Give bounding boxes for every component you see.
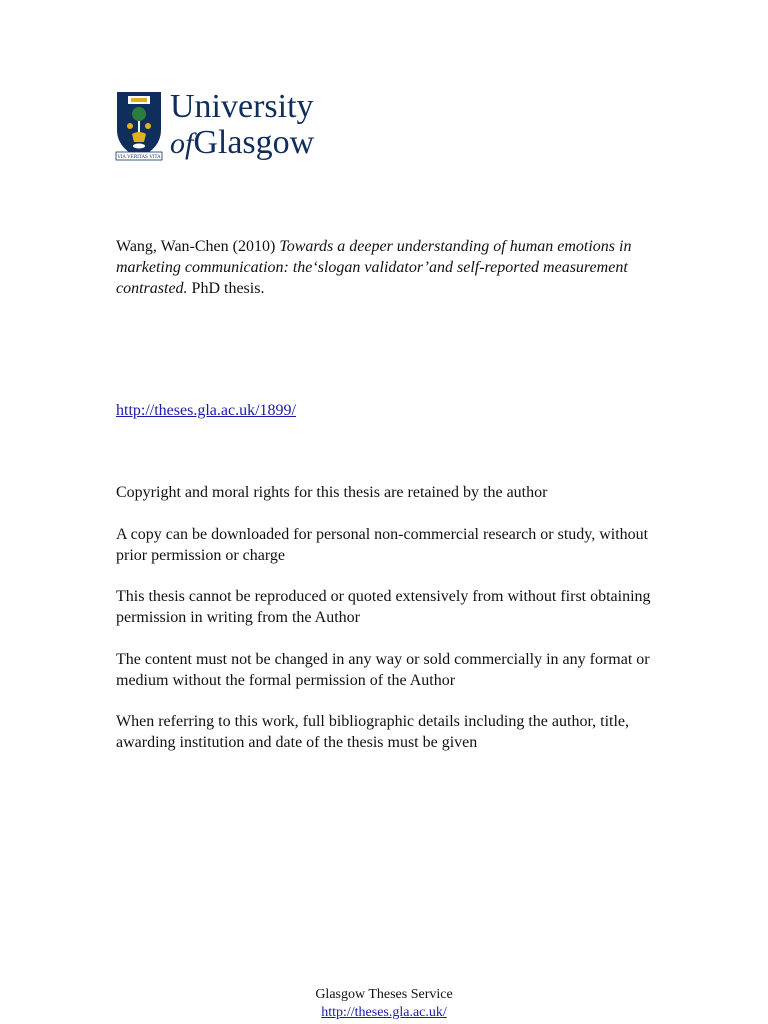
footer [0, 986, 768, 1022]
citation-degree: PhD thesis. [187, 280, 265, 297]
footer-service-name: Glasgow Theses Service [315, 987, 453, 1002]
logo-glasgow: Glasgow [193, 124, 315, 161]
footer-url-link[interactable]: http://theses.gla.ac.uk/ [321, 1005, 447, 1020]
university-logo [114, 90, 344, 166]
thesis-url-link[interactable]: http://theses.gla.ac.uk/1899/ [116, 402, 296, 419]
crest-motto: VIA VERITAS VITA [117, 155, 161, 160]
logo-of: of [170, 127, 194, 160]
download-notice: A copy can be downloaded for personal non-commercial research or study, without prior permission or charge [116, 526, 649, 564]
citation-requirement-notice: When referring to this work, full bibliographic details including the author, title, awarding institution and date of the thesis must be given [116, 713, 630, 751]
logo-line-university: University [170, 88, 314, 125]
reproduction-notice: This thesis cannot be reproduced or quoted extensively from without first obtaining permission in writing from the Author [116, 588, 651, 626]
logo-line-glasgow [170, 124, 314, 163]
thesis-citation [116, 236, 656, 299]
citation-title: Towards a deeper understanding of human emotions in marketing communication: the‘slogan validator’and self-reported measurement contrasted. [116, 238, 632, 297]
copyright-notice: Copyright and moral rights for this thesis are retained by the author [116, 484, 548, 501]
content-change-notice: The content must not be changed in any way or sold commercially in any format or medium without the formal permission of the Author [116, 651, 650, 689]
citation-author-year: Wang, Wan-Chen (2010) [116, 238, 280, 255]
thesis-url-line [116, 400, 296, 421]
university-crest-icon [114, 90, 164, 162]
